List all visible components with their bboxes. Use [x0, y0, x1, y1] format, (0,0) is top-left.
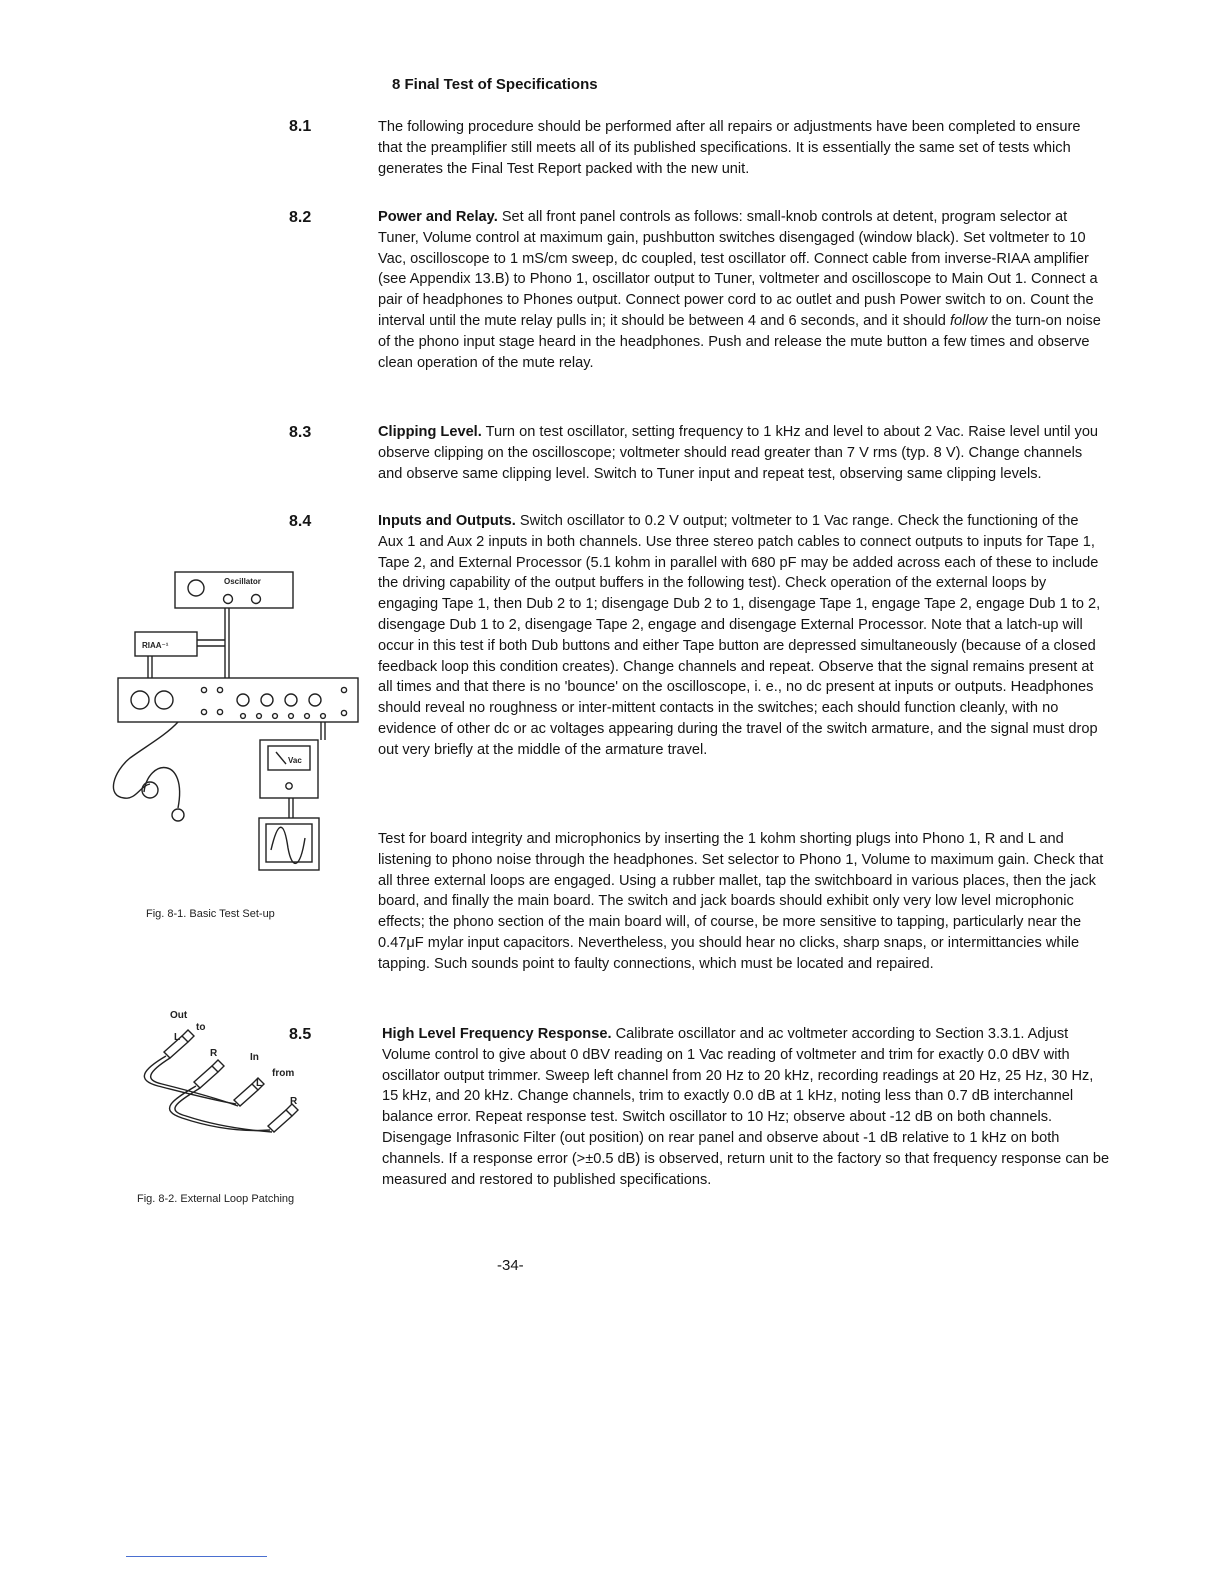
section-8-3-lead: Clipping Level. [378, 424, 482, 440]
section-number-8-5: 8.5 [289, 1026, 312, 1043]
section-8-5-paragraph [382, 1024, 1110, 1190]
label-l-in: L [256, 1078, 263, 1089]
label-r-out: R [210, 1048, 218, 1059]
section-8-4-text-2: Test for board integrity and microphonics by inserting the 1 kohm shorting plugs into Phono 1, R and L and listening to phono noise through the headphones. Set selector to Phono 1, Volume to maximum gain. Check that all three external loops are engaged. Using a rubber mallet, tap the switchboard in various places, then the jack board, and finally the main board. The switch and jack boards should exhibit only very low level microphonic effects; the phono section of the main board will, of course, be more sensitive to tapping, particularly near the 0.47μF mylar input capacitors. Nevertheless, you should hear no clicks, sharp snaps, or intermittancies while tapping. Such sounds point to faulty connections, which must be located and repaired. [378, 831, 1104, 972]
section-number-8-4: 8.4 [289, 513, 312, 530]
preamp-knob-1 [131, 691, 149, 709]
label-l-out: L [174, 1032, 181, 1043]
preamp-chassis [118, 678, 358, 722]
section-8-2-text-b: the turn-on noise of the phono input stage heard in the headphones. Push and release the mute button a few times and observe clean operation of the mute relay. [378, 312, 1101, 371]
section-8-4-paragraph-2 [378, 829, 1106, 975]
headphone-cup-right [172, 809, 184, 821]
section-8-4-paragraph [378, 511, 1106, 761]
label-out: Out [170, 1010, 188, 1021]
figure-basic-test-setup [108, 560, 368, 880]
preamp-knob-2 [155, 691, 173, 709]
page-number: -34- [497, 1257, 524, 1274]
section-8-3-text: Turn on test oscillator, setting frequency to 1 kHz and level to about 2 Vac. Raise level until you observe clipping on the oscilloscope; voltmeter should read greater than 7 V rms (typ. 8 V). Change channels and observe same clipping level. Switch to Tuner input and repeat test, observing same clipping levels. [378, 424, 1099, 482]
section-8-2-paragraph [378, 207, 1106, 373]
oscillator-jack-left [224, 595, 233, 604]
label-from: from [272, 1068, 295, 1079]
section-8-2-emphasis: follow [949, 312, 988, 329]
label-to: to [196, 1022, 206, 1033]
figure-8-2-caption: Fig. 8-2. External Loop Patching [137, 1193, 295, 1205]
oscillator-jack-right [252, 595, 261, 604]
section-8-1-paragraph [378, 117, 1106, 179]
section-8-5-lead: High Level Frequency Response. [382, 1026, 612, 1042]
plug-in-right [268, 1110, 292, 1132]
headphone-band [144, 768, 180, 808]
section-8-4-lead: Inputs and Outputs. [378, 513, 516, 529]
oscillator-dial [188, 580, 204, 596]
section-number-8-2: 8.2 [289, 209, 312, 226]
section-8-3-paragraph [378, 422, 1106, 484]
oscillator-label: Oscillator [224, 577, 261, 586]
section-8-2-text-a: Set all front panel controls as follows: small-knob controls at detent, program selector at Tuner, Volume control at maximum gain, pushbutton switches disengaged (window black). Set voltmeter to 10 Vac, oscilloscope to 1 mS/cm sweep, dc coupled, test oscillator off. Connect cable from inverse-RIAA amplifier (see Appendix 13.B) to Phono 1, oscillator output to Tuner, voltmeter and oscilloscope to Main Out 1. Connect a pair of headphones to Phones output. Connect power cord to ac outlet and push Power switch to on. Count the interval until the mute relay pulls in; it should be between 4 and 6 seconds, and it should [378, 209, 1098, 329]
section-number-8-1: 8.1 [289, 118, 312, 135]
bottom-rule [126, 1556, 267, 1557]
section-8-5-text: Calibrate oscillator and ac voltmeter according to Section 3.3.1. Adjust Volume control to give about 0 dBV reading on 1 Vac reading of voltmeter and trim for exactly 0.0 dBV with oscillator output trimmer. Sweep left channel from 20 Hz to 20 kHz, recording readings at 20 Hz, 25 Hz, 30 Hz, 15 kHz, and 20 kHz. Change channels, trim to exactly 0.0 dB at 1 kHz, noting less than 0.7 dB interchannel balance error. Repeat response test. Switch oscillator to 10 Hz; observe about -12 dB on both channels. Disengage Infrasonic Filter (out position) on rear panel and observe about -1 dB relative to 1 kHz on both channels. If a response error (>±0.5 dB) is observed, return unit to the factory so that frequency response can be measured and restored to published specifications. [382, 1026, 1110, 1188]
section-8-4-text: Switch oscillator to 0.2 V output; voltmeter to 1 Vac range. Check the functioning of the Aux 1 and Aux 2 inputs in both channels. Use three stereo patch cables to connect outputs to inputs for Tape 1, Tape 2, and External Processor (5.1 kohm in parallel with 680 pF may be added across each of these to include the driving capability of the output buffers in the following test). Check operation of the external loops by engaging Tape 1, then Dub 2 to 1; disengage Dub 2 to 1, disengage Tape 1, engage Tape 2, engage Dub 1 to 2, disengage Dub 1 to 2, disengage Tape 2, engage and disengage External Processor. Note that a latch-up will occur in this test if both Dub buttons and either Tape button are depressed simultaneously (because of a closed feedback loop this condition creates). Change channels and repeat. Observe that the signal remains present at all times and that there is no 'bounce' on the oscilloscope, i. e., no dc present at inputs or outputs. Headphones should reveal no roughness or inter-mittent contacts in the switches; each should function cleanly, with no evidence of other dc or ac voltages appearing during the travel of the switch armature, and the signal must drop out very briefly at the middle of the armature travel. [378, 513, 1101, 758]
label-in: In [250, 1052, 259, 1063]
plug-out-right [194, 1066, 218, 1088]
headphone-cable [113, 722, 178, 798]
loop-cable-left [144, 1056, 236, 1104]
page-heading: 8 Final Test of Specifications [392, 76, 598, 93]
section-number-8-3: 8.3 [289, 424, 312, 441]
label-r-in: R [290, 1096, 298, 1107]
voltmeter-label: Vac [288, 756, 302, 765]
riaa-label: RIAA⁻¹ [142, 641, 169, 650]
section-8-1-text: The following procedure should be performed after all repairs or adjustments have been completed to ensure that the preamplifier still meets all of its published specifications. It is essentially the same set of tests which generates the Final Test Report packed with the new unit. [378, 119, 1081, 177]
figure-8-1-caption: Fig. 8-1. Basic Test Set-up [146, 908, 275, 920]
plug-in-left [234, 1084, 258, 1106]
figure-external-loop-patching [122, 1000, 322, 1170]
section-8-2-lead: Power and Relay. [378, 209, 498, 225]
